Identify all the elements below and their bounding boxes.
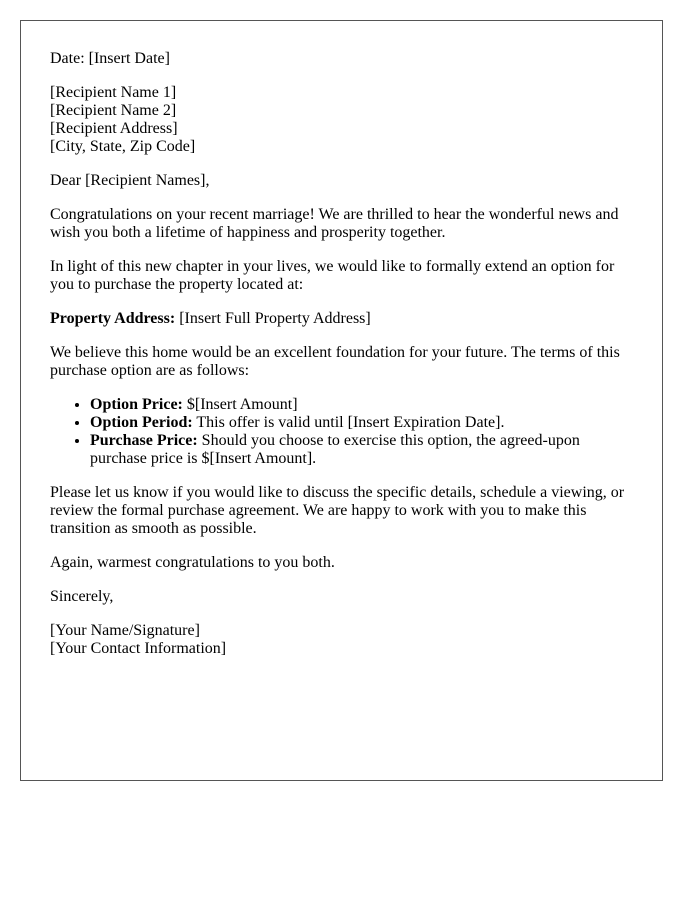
property-address — [50, 310, 633, 328]
term-label: Option Price: — [90, 396, 183, 413]
paragraph-congratulations: Congratulations on your recent marriage! We are thrilled to hear the wonderful news and wish you both a lifetime of happiness and prosperity together. — [50, 206, 619, 241]
property-address-value: [Insert Full Property Address] — [175, 310, 371, 327]
paragraph-discuss: Please let us know if you would like to discuss the specific details, schedule a viewing, or review the formal purchase agreement. We are happy to work with you to make this transition as smooth as possible. — [50, 484, 625, 537]
term-value: $[Insert Amount] — [182, 396, 298, 413]
terms-list — [50, 396, 633, 468]
term-purchase-price — [90, 432, 633, 468]
term-value: Should you choose to exercise this option, the agreed-upon purchase price is $[Insert Amount]. — [90, 432, 580, 467]
salutation: Dear [Recipient Names], — [50, 172, 210, 189]
recipient-city: [City, State, Zip Code] — [50, 138, 196, 155]
signature-name: [Your Name/Signature] — [50, 622, 200, 639]
term-option-period — [90, 414, 633, 432]
term-label: Option Period: — [90, 414, 193, 431]
paragraph-offer: In light of this new chapter in your lives, we would like to formally extend an option for you to purchase the property located at: — [50, 258, 615, 293]
paragraph-congrats-again: Again, warmest congratulations to you both. — [50, 554, 335, 571]
recipient-name-1: [Recipient Name 1] — [50, 84, 177, 101]
signature-contact: [Your Contact Information] — [50, 640, 227, 657]
term-option-price — [90, 396, 633, 414]
recipient-name-2: [Recipient Name 2] — [50, 102, 177, 119]
closing: Sincerely, — [50, 588, 114, 605]
recipient-block — [50, 84, 633, 156]
property-address-label: Property Address: — [50, 310, 176, 327]
term-label: Purchase Price: — [90, 432, 198, 449]
letter-page — [20, 20, 663, 781]
signature-block — [50, 622, 633, 658]
paragraph-terms-intro: We believe this home would be an excellent foundation for your future. The terms of this purchase option are as follows: — [50, 344, 620, 379]
date-line: Date: [Insert Date] — [50, 50, 170, 67]
recipient-address: [Recipient Address] — [50, 120, 178, 137]
term-value: This offer is valid until [Insert Expiration Date]. — [192, 414, 505, 431]
